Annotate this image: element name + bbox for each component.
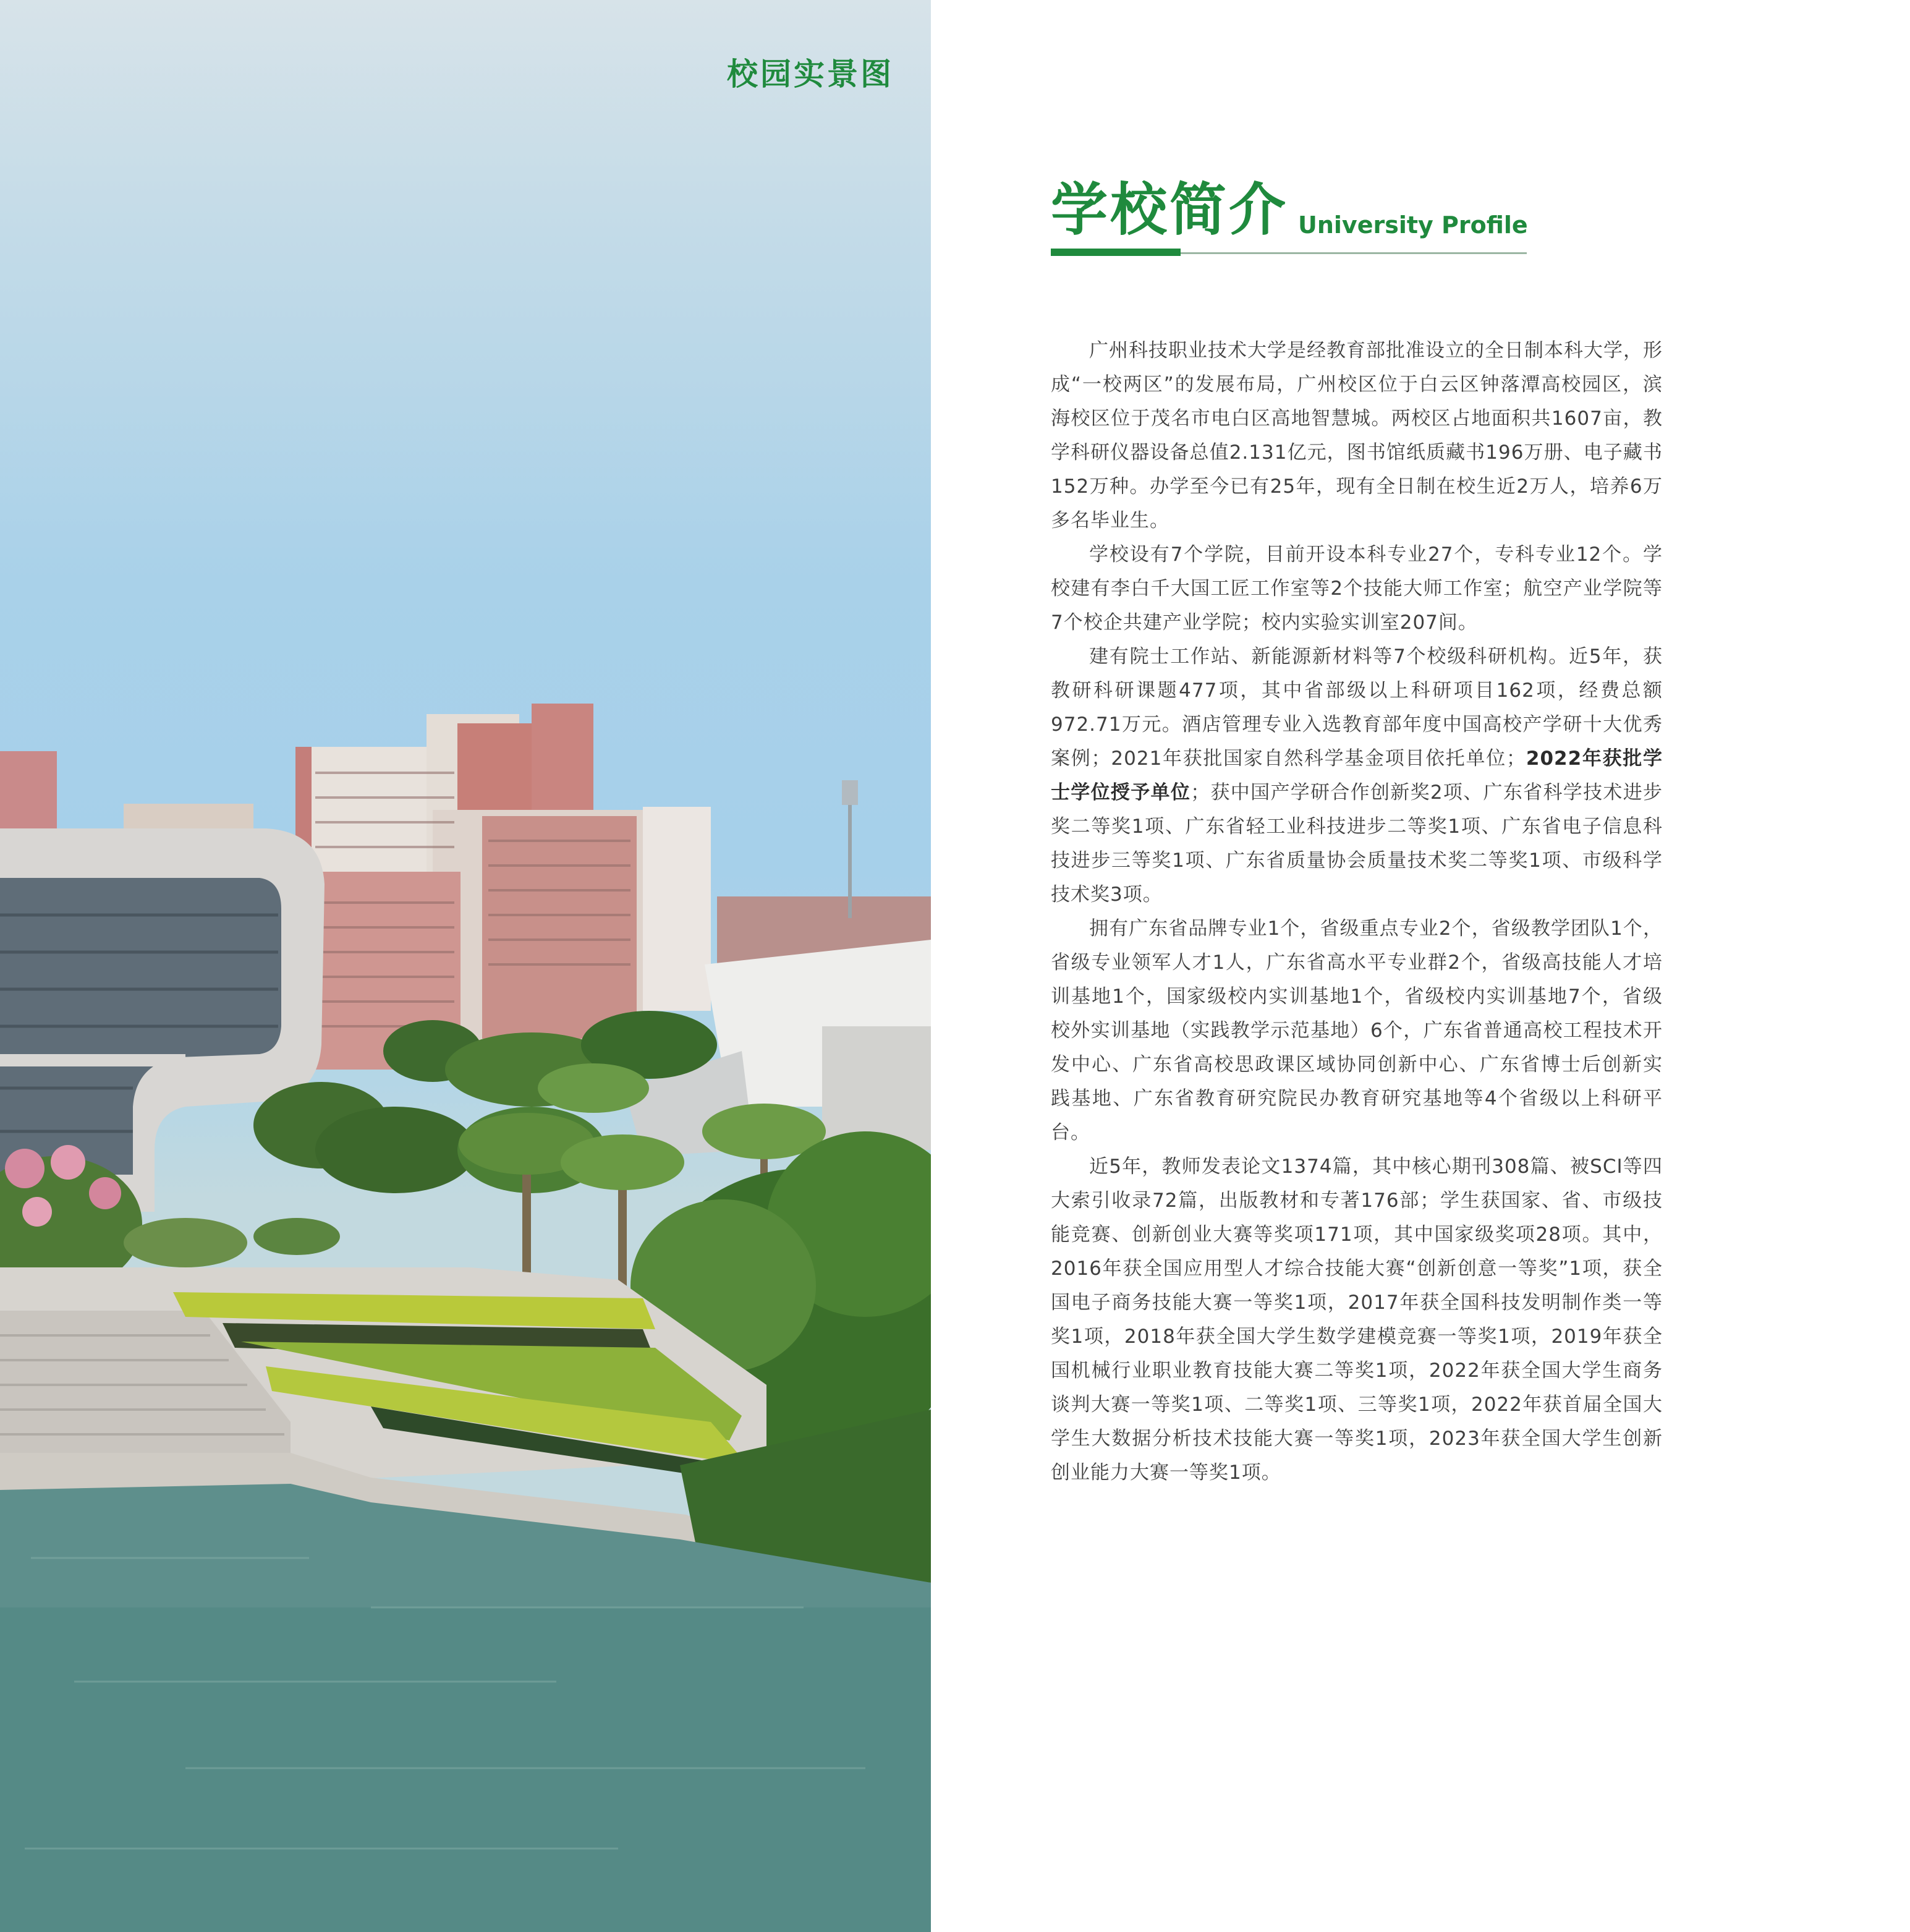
paragraph-platforms: 拥有广东省品牌专业1个，省级重点专业2个，省级教学团队1个，省级专业领军人才1人，广东省高水平专业群2个，省级高技能人才培训基地1个，国家级校内实训基地1个，省级校内实训基地7个，省级校外实训基地（实践教学示范基地）6个，广东省普通高校工程技术开发中心、广东省高校思政课区域协同创新中心、广东省博士后创新实践基地、广东省教育研究院民办教育研究基地等4个省级以上科研平台。 — [1051, 917, 1663, 1144]
campus-illustration — [0, 0, 931, 1932]
profile-section — [1051, 179, 1663, 1490]
heading-title-zh: 学校简介 — [1051, 177, 1289, 243]
photo-caption: 校园实景图 — [727, 56, 894, 92]
section-heading — [1051, 179, 1663, 260]
paragraph-research-part1: 建有院士工作站、新能源新材料等7个校级科研机构。近5年，获教研科研课题477项，其中省部级以上科研项目162项，经费总额972.71万元。酒店管理专业入选教育部年度中国高校产学研十大优秀案例；2021年获批国家自然科学基金项目依托单位； — [1051, 645, 1663, 770]
heading-accent-bar — [1051, 249, 1181, 256]
profile-body — [1051, 334, 1663, 1490]
paragraph-research — [1051, 640, 1663, 912]
paragraph-overview: 广州科技职业技术大学是经教育部批准设立的全日制本科大学，形成“一校两区”的发展布局，广州校区位于白云区钟落潭高校园区，滨海校区位于茂名市电白区高地智慧城。两校区占地面积共1607亩，教学科研仪器设备总值2.131亿元，图书馆纸质藏书196万册、电子藏书152万种。办学至今已有25年，现有全日制在校生近2万人，培养6万多名毕业生。 — [1051, 339, 1663, 532]
paragraph-research-highlight: 2022年获批学士学位授予单位 — [1051, 747, 1663, 804]
campus-photo — [0, 0, 931, 1932]
paragraph-research-part2: ；获中国产学研合作创新奖2项、广东省科学技术进步奖二等奖1项、广东省轻工业科技进步二等奖1项、广东省电子信息科技进步三等奖1项、广东省质量协会质量技术奖二等奖1项、市级科学技术奖3项。 — [1051, 781, 1663, 906]
paragraph-achievements: 近5年，教师发表论文1374篇，其中核心期刊308篇、被SCI等四大索引收录72篇，出版教材和专著176部；学生获国家、省、市级技能竞赛、创新创业大赛等奖项171项，其中国家级奖项28项。其中，2016年获全国应用型人才综合技能大赛“创新创意一等奖”1项，获全国电子商务技能大赛一等奖1项，2017年获全国科技发明制作类一等奖1项，2018年获全国大学生数学建模竞赛一等奖1项，2019年获全国机械行业职业教育技能大赛二等奖1项，2022年获全国大学生商务谈判大赛一等奖1项、二等奖1项、三等奖1项，2022年获首届全国大学生大数据分析技术技能大赛一等奖1项，2023年获全国大学生创新创业能力大赛一等奖1项。 — [1051, 1155, 1663, 1484]
heading-title-en: University Profile — [1298, 211, 1528, 239]
paragraph-colleges: 学校设有7个学院，目前开设本科专业27个，专科专业12个。学校建有李白千大国工匠工作室等2个技能大师工作室；航空产业学院等7个校企共建产业学院；校内实验实训室207间。 — [1051, 543, 1663, 634]
